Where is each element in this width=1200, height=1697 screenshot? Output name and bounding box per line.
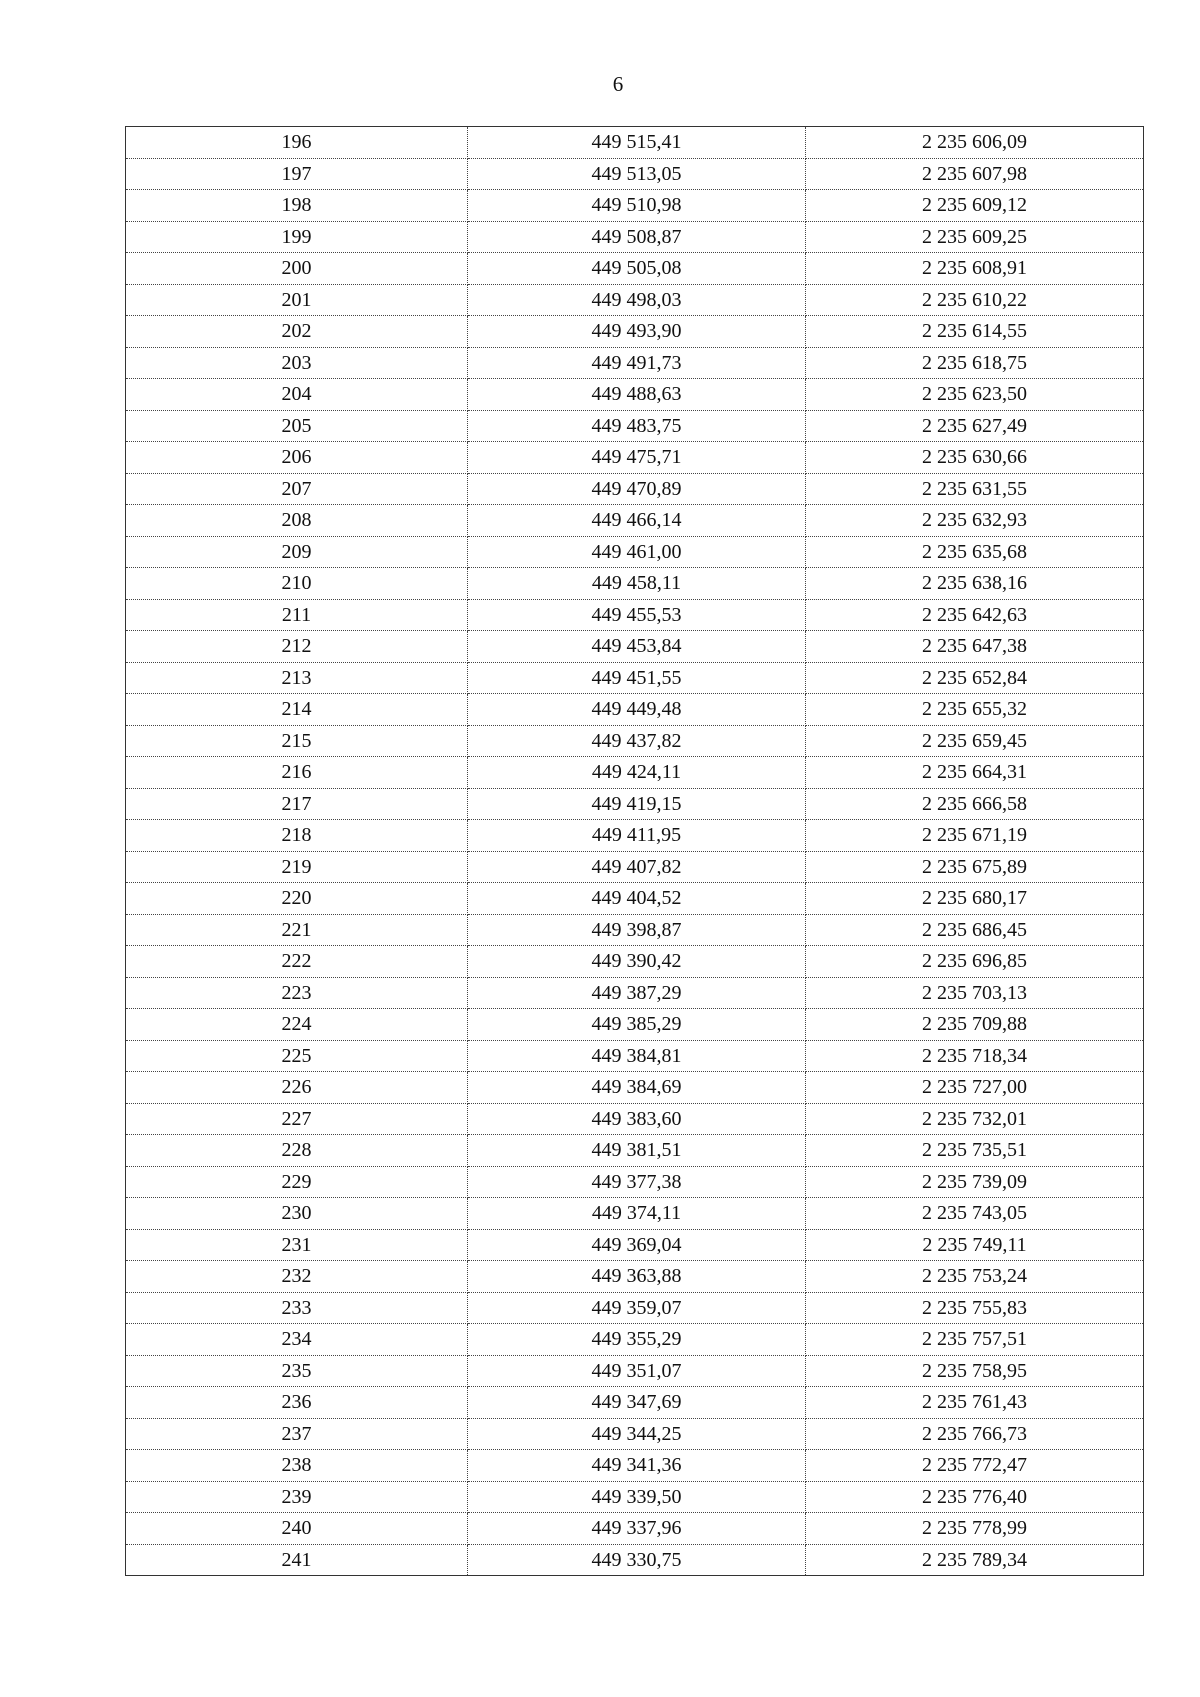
x-coordinate-cell: 449 458,11: [468, 568, 806, 600]
y-coordinate-cell: 2 235 758,95: [806, 1355, 1144, 1387]
point-number-cell: 205: [126, 410, 468, 442]
x-coordinate-cell: 449 493,90: [468, 316, 806, 348]
y-coordinate-cell: 2 235 778,99: [806, 1513, 1144, 1545]
x-coordinate-cell: 449 510,98: [468, 190, 806, 222]
point-number-cell: 207: [126, 473, 468, 505]
y-coordinate-cell: 2 235 609,25: [806, 221, 1144, 253]
table-row: [126, 1418, 1144, 1450]
table-row: [126, 820, 1144, 852]
x-coordinate-cell: 449 330,75: [468, 1544, 806, 1576]
table-row: [126, 883, 1144, 915]
point-number-cell: 196: [126, 127, 468, 159]
x-coordinate-cell: 449 383,60: [468, 1103, 806, 1135]
x-coordinate-cell: 449 488,63: [468, 379, 806, 411]
table-row: [126, 977, 1144, 1009]
x-coordinate-cell: 449 347,69: [468, 1387, 806, 1419]
y-coordinate-cell: 2 235 610,22: [806, 284, 1144, 316]
point-number-cell: 235: [126, 1355, 468, 1387]
y-coordinate-cell: 2 235 631,55: [806, 473, 1144, 505]
x-coordinate-cell: 449 461,00: [468, 536, 806, 568]
x-coordinate-cell: 449 363,88: [468, 1261, 806, 1293]
y-coordinate-cell: 2 235 755,83: [806, 1292, 1144, 1324]
point-number-cell: 236: [126, 1387, 468, 1419]
y-coordinate-cell: 2 235 618,75: [806, 347, 1144, 379]
table-row: [126, 379, 1144, 411]
point-number-cell: 198: [126, 190, 468, 222]
point-number-cell: 227: [126, 1103, 468, 1135]
y-coordinate-cell: 2 235 606,09: [806, 127, 1144, 159]
y-coordinate-cell: 2 235 647,38: [806, 631, 1144, 663]
x-coordinate-cell: 449 387,29: [468, 977, 806, 1009]
point-number-cell: 208: [126, 505, 468, 537]
point-number-cell: 209: [126, 536, 468, 568]
x-coordinate-cell: 449 505,08: [468, 253, 806, 285]
point-number-cell: 241: [126, 1544, 468, 1576]
y-coordinate-cell: 2 235 652,84: [806, 662, 1144, 694]
x-coordinate-cell: 449 498,03: [468, 284, 806, 316]
table-row: [126, 158, 1144, 190]
y-coordinate-cell: 2 235 614,55: [806, 316, 1144, 348]
x-coordinate-cell: 449 377,38: [468, 1166, 806, 1198]
y-coordinate-cell: 2 235 630,66: [806, 442, 1144, 474]
y-coordinate-cell: 2 235 607,98: [806, 158, 1144, 190]
coordinates-table-body: [126, 127, 1144, 1576]
x-coordinate-cell: 449 470,89: [468, 473, 806, 505]
table-row: [126, 788, 1144, 820]
point-number-cell: 211: [126, 599, 468, 631]
y-coordinate-cell: 2 235 675,89: [806, 851, 1144, 883]
table-row: [126, 1387, 1144, 1419]
table-row: [126, 473, 1144, 505]
x-coordinate-cell: 449 508,87: [468, 221, 806, 253]
y-coordinate-cell: 2 235 703,13: [806, 977, 1144, 1009]
table-row: [126, 1450, 1144, 1482]
point-number-cell: 232: [126, 1261, 468, 1293]
point-number-cell: 231: [126, 1229, 468, 1261]
point-number-cell: 221: [126, 914, 468, 946]
x-coordinate-cell: 449 384,81: [468, 1040, 806, 1072]
point-number-cell: 204: [126, 379, 468, 411]
x-coordinate-cell: 449 475,71: [468, 442, 806, 474]
y-coordinate-cell: 2 235 642,63: [806, 599, 1144, 631]
x-coordinate-cell: 449 437,82: [468, 725, 806, 757]
table-row: [126, 505, 1144, 537]
table-row: [126, 316, 1144, 348]
point-number-cell: 225: [126, 1040, 468, 1072]
point-number-cell: 206: [126, 442, 468, 474]
point-number-cell: 223: [126, 977, 468, 1009]
table-row: [126, 914, 1144, 946]
table-row: [126, 347, 1144, 379]
point-number-cell: 230: [126, 1198, 468, 1230]
x-coordinate-cell: 449 344,25: [468, 1418, 806, 1450]
table-row: [126, 1166, 1144, 1198]
table-row: [126, 1009, 1144, 1041]
x-coordinate-cell: 449 515,41: [468, 127, 806, 159]
point-number-cell: 202: [126, 316, 468, 348]
y-coordinate-cell: 2 235 635,68: [806, 536, 1144, 568]
table-row: [126, 221, 1144, 253]
y-coordinate-cell: 2 235 732,01: [806, 1103, 1144, 1135]
y-coordinate-cell: 2 235 772,47: [806, 1450, 1144, 1482]
point-number-cell: 216: [126, 757, 468, 789]
y-coordinate-cell: 2 235 632,93: [806, 505, 1144, 537]
table-row: [126, 1292, 1144, 1324]
point-number-cell: 213: [126, 662, 468, 694]
y-coordinate-cell: 2 235 659,45: [806, 725, 1144, 757]
point-number-cell: 222: [126, 946, 468, 978]
table-row: [126, 1481, 1144, 1513]
x-coordinate-cell: 449 449,48: [468, 694, 806, 726]
x-coordinate-cell: 449 404,52: [468, 883, 806, 915]
y-coordinate-cell: 2 235 655,32: [806, 694, 1144, 726]
point-number-cell: 210: [126, 568, 468, 600]
table-row: [126, 253, 1144, 285]
table-row: [126, 631, 1144, 663]
point-number-cell: 240: [126, 1513, 468, 1545]
x-coordinate-cell: 449 381,51: [468, 1135, 806, 1167]
x-coordinate-cell: 449 341,36: [468, 1450, 806, 1482]
y-coordinate-cell: 2 235 753,24: [806, 1261, 1144, 1293]
x-coordinate-cell: 449 355,29: [468, 1324, 806, 1356]
table-row: [126, 568, 1144, 600]
y-coordinate-cell: 2 235 739,09: [806, 1166, 1144, 1198]
y-coordinate-cell: 2 235 749,11: [806, 1229, 1144, 1261]
point-number-cell: 229: [126, 1166, 468, 1198]
y-coordinate-cell: 2 235 686,45: [806, 914, 1144, 946]
y-coordinate-cell: 2 235 789,34: [806, 1544, 1144, 1576]
point-number-cell: 218: [126, 820, 468, 852]
table-row: [126, 694, 1144, 726]
table-row: [126, 1544, 1144, 1576]
page-number: 6: [612, 72, 624, 96]
coordinates-table: [125, 126, 1144, 1576]
point-number-cell: 217: [126, 788, 468, 820]
y-coordinate-cell: 2 235 608,91: [806, 253, 1144, 285]
y-coordinate-cell: 2 235 735,51: [806, 1135, 1144, 1167]
y-coordinate-cell: 2 235 766,73: [806, 1418, 1144, 1450]
table-row: [126, 1513, 1144, 1545]
point-number-cell: 226: [126, 1072, 468, 1104]
x-coordinate-cell: 449 451,55: [468, 662, 806, 694]
point-number-cell: 200: [126, 253, 468, 285]
x-coordinate-cell: 449 419,15: [468, 788, 806, 820]
x-coordinate-cell: 449 339,50: [468, 1481, 806, 1513]
y-coordinate-cell: 2 235 709,88: [806, 1009, 1144, 1041]
point-number-cell: 212: [126, 631, 468, 663]
x-coordinate-cell: 449 351,07: [468, 1355, 806, 1387]
y-coordinate-cell: 2 235 638,16: [806, 568, 1144, 600]
point-number-cell: 237: [126, 1418, 468, 1450]
table-row: [126, 190, 1144, 222]
x-coordinate-cell: 449 407,82: [468, 851, 806, 883]
point-number-cell: 228: [126, 1135, 468, 1167]
table-row: [126, 1229, 1144, 1261]
table-row: [126, 1040, 1144, 1072]
y-coordinate-cell: 2 235 757,51: [806, 1324, 1144, 1356]
table-row: [126, 536, 1144, 568]
y-coordinate-cell: 2 235 696,85: [806, 946, 1144, 978]
x-coordinate-cell: 449 398,87: [468, 914, 806, 946]
table-row: [126, 757, 1144, 789]
x-coordinate-cell: 449 359,07: [468, 1292, 806, 1324]
point-number-cell: 233: [126, 1292, 468, 1324]
y-coordinate-cell: 2 235 666,58: [806, 788, 1144, 820]
y-coordinate-cell: 2 235 680,17: [806, 883, 1144, 915]
x-coordinate-cell: 449 453,84: [468, 631, 806, 663]
x-coordinate-cell: 449 455,53: [468, 599, 806, 631]
y-coordinate-cell: 2 235 743,05: [806, 1198, 1144, 1230]
x-coordinate-cell: 449 374,11: [468, 1198, 806, 1230]
x-coordinate-cell: 449 491,73: [468, 347, 806, 379]
table-row: [126, 127, 1144, 159]
table-row: [126, 851, 1144, 883]
y-coordinate-cell: 2 235 609,12: [806, 190, 1144, 222]
table-row: [126, 1103, 1144, 1135]
x-coordinate-cell: 449 466,14: [468, 505, 806, 537]
point-number-cell: 220: [126, 883, 468, 915]
point-number-cell: 219: [126, 851, 468, 883]
y-coordinate-cell: 2 235 776,40: [806, 1481, 1144, 1513]
x-coordinate-cell: 449 384,69: [468, 1072, 806, 1104]
table-row: [126, 442, 1144, 474]
point-number-cell: 224: [126, 1009, 468, 1041]
x-coordinate-cell: 449 390,42: [468, 946, 806, 978]
y-coordinate-cell: 2 235 664,31: [806, 757, 1144, 789]
point-number-cell: 201: [126, 284, 468, 316]
y-coordinate-cell: 2 235 727,00: [806, 1072, 1144, 1104]
y-coordinate-cell: 2 235 671,19: [806, 820, 1144, 852]
table-row: [126, 1198, 1144, 1230]
point-number-cell: 197: [126, 158, 468, 190]
x-coordinate-cell: 449 369,04: [468, 1229, 806, 1261]
point-number-cell: 215: [126, 725, 468, 757]
table-row: [126, 1135, 1144, 1167]
point-number-cell: 234: [126, 1324, 468, 1356]
point-number-cell: 214: [126, 694, 468, 726]
table-row: [126, 1355, 1144, 1387]
table-row: [126, 662, 1144, 694]
table-row: [126, 1072, 1144, 1104]
table-row: [126, 1261, 1144, 1293]
table-row: [126, 599, 1144, 631]
point-number-cell: 199: [126, 221, 468, 253]
point-number-cell: 238: [126, 1450, 468, 1482]
x-coordinate-cell: 449 424,11: [468, 757, 806, 789]
x-coordinate-cell: 449 513,05: [468, 158, 806, 190]
table-row: [126, 1324, 1144, 1356]
x-coordinate-cell: 449 411,95: [468, 820, 806, 852]
table-row: [126, 284, 1144, 316]
y-coordinate-cell: 2 235 623,50: [806, 379, 1144, 411]
y-coordinate-cell: 2 235 718,34: [806, 1040, 1144, 1072]
x-coordinate-cell: 449 483,75: [468, 410, 806, 442]
y-coordinate-cell: 2 235 627,49: [806, 410, 1144, 442]
point-number-cell: 203: [126, 347, 468, 379]
x-coordinate-cell: 449 337,96: [468, 1513, 806, 1545]
table-row: [126, 725, 1144, 757]
table-row: [126, 410, 1144, 442]
x-coordinate-cell: 449 385,29: [468, 1009, 806, 1041]
y-coordinate-cell: 2 235 761,43: [806, 1387, 1144, 1419]
table-row: [126, 946, 1144, 978]
point-number-cell: 239: [126, 1481, 468, 1513]
